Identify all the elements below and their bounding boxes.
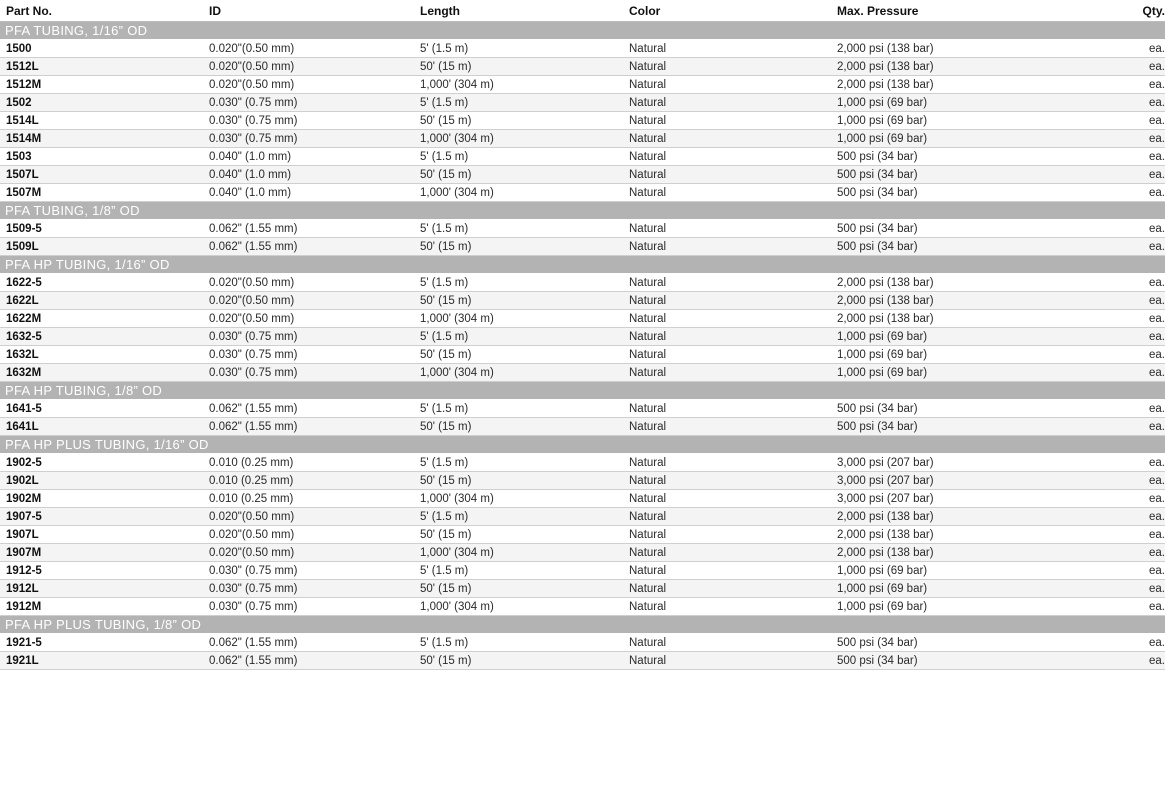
cell-part-number: 1902M: [6, 492, 42, 505]
cell-qty: ea.: [1149, 96, 1165, 109]
cell-max-pressure: 1,000 psi (69 bar): [837, 600, 928, 613]
cell-color: Natural: [629, 366, 667, 379]
table-row: [0, 76, 1165, 94]
cell-inner-diameter: 0.020"(0.50 mm): [209, 312, 295, 325]
table-row: [0, 148, 1165, 166]
cell-qty: ea.: [1149, 474, 1165, 487]
cell-color: Natural: [629, 330, 667, 343]
cell-max-pressure: 1,000 psi (69 bar): [837, 114, 928, 127]
table-body: [0, 22, 1165, 670]
cell-color: Natural: [629, 348, 667, 361]
cell-max-pressure: 500 psi (34 bar): [837, 636, 918, 649]
cell-max-pressure: 2,000 psi (138 bar): [837, 78, 934, 91]
header-qty: Qty.: [1142, 3, 1165, 18]
cell-max-pressure: 1,000 psi (69 bar): [837, 348, 928, 361]
cell-color: Natural: [629, 276, 667, 289]
cell-color: Natural: [629, 474, 667, 487]
table-row: [0, 238, 1165, 256]
cell-color: Natural: [629, 402, 667, 415]
cell-color: Natural: [629, 456, 667, 469]
cell-qty: ea.: [1149, 114, 1165, 127]
cell-part-number: 1512L: [6, 60, 39, 73]
cell-inner-diameter: 0.030" (0.75 mm): [209, 564, 298, 577]
cell-part-number: 1512M: [6, 78, 42, 91]
cell-color: Natural: [629, 492, 667, 505]
cell-max-pressure: 2,000 psi (138 bar): [837, 276, 934, 289]
cell-inner-diameter: 0.030" (0.75 mm): [209, 582, 298, 595]
section-title: PFA TUBING, 1/16” OD: [0, 22, 1165, 40]
cell-color: Natural: [629, 312, 667, 325]
cell-color: Natural: [629, 96, 667, 109]
table-row: [0, 130, 1165, 148]
cell-max-pressure: 1,000 psi (69 bar): [837, 582, 928, 595]
cell-qty: ea.: [1149, 456, 1165, 469]
cell-qty: ea.: [1149, 132, 1165, 145]
cell-inner-diameter: 0.020"(0.50 mm): [209, 42, 295, 55]
cell-part-number: 1902L: [6, 474, 39, 487]
cell-part-number: 1632-5: [6, 330, 42, 343]
table-row: [0, 634, 1165, 652]
cell-max-pressure: 2,000 psi (138 bar): [837, 294, 934, 307]
header-id: ID: [209, 3, 221, 18]
table-row: [0, 328, 1165, 346]
cell-max-pressure: 2,000 psi (138 bar): [837, 42, 934, 55]
cell-qty: ea.: [1149, 60, 1165, 73]
cell-inner-diameter: 0.010 (0.25 mm): [209, 456, 294, 469]
cell-part-number: 1907M: [6, 546, 42, 559]
cell-color: Natural: [629, 186, 667, 199]
cell-part-number: 1509L: [6, 240, 39, 253]
cell-inner-diameter: 0.010 (0.25 mm): [209, 474, 294, 487]
cell-length: 50' (15 m): [420, 348, 472, 361]
table-row: [0, 490, 1165, 508]
cell-color: Natural: [629, 132, 667, 145]
cell-qty: ea.: [1149, 294, 1165, 307]
cell-part-number: 1912L: [6, 582, 39, 595]
cell-max-pressure: 2,000 psi (138 bar): [837, 510, 934, 523]
cell-length: 5' (1.5 m): [420, 510, 469, 523]
table-row: [0, 184, 1165, 202]
table-row: [0, 472, 1165, 490]
cell-color: Natural: [629, 78, 667, 91]
cell-length: 1,000' (304 m): [420, 132, 494, 145]
section-group: [0, 616, 1165, 670]
cell-color: Natural: [629, 114, 667, 127]
section-group: [0, 382, 1165, 436]
cell-part-number: 1632M: [6, 366, 42, 379]
cell-part-number: 1641L: [6, 420, 39, 433]
header-length: Length: [420, 3, 460, 18]
cell-inner-diameter: 0.020"(0.50 mm): [209, 510, 295, 523]
cell-inner-diameter: 0.030" (0.75 mm): [209, 348, 298, 361]
cell-color: Natural: [629, 42, 667, 55]
cell-color: Natural: [629, 546, 667, 559]
cell-max-pressure: 1,000 psi (69 bar): [837, 330, 928, 343]
table-row: [0, 508, 1165, 526]
cell-color: Natural: [629, 240, 667, 253]
cell-max-pressure: 2,000 psi (138 bar): [837, 528, 934, 541]
cell-part-number: 1912-5: [6, 564, 42, 577]
section-rows: [0, 274, 1165, 382]
cell-length: 50' (15 m): [420, 240, 472, 253]
table-row: [0, 544, 1165, 562]
cell-inner-diameter: 0.062" (1.55 mm): [209, 420, 298, 433]
cell-length: 50' (15 m): [420, 420, 472, 433]
cell-inner-diameter: 0.040" (1.0 mm): [209, 150, 292, 163]
cell-length: 5' (1.5 m): [420, 42, 469, 55]
cell-color: Natural: [629, 564, 667, 577]
cell-qty: ea.: [1149, 222, 1165, 235]
cell-color: Natural: [629, 600, 667, 613]
cell-part-number: 1921-5: [6, 636, 42, 649]
header-part-no: Part No.: [6, 3, 53, 18]
cell-part-number: 1921L: [6, 654, 39, 667]
cell-length: 50' (15 m): [420, 582, 472, 595]
cell-length: 5' (1.5 m): [420, 636, 469, 649]
cell-color: Natural: [629, 636, 667, 649]
cell-max-pressure: 3,000 psi (207 bar): [837, 474, 934, 487]
cell-qty: ea.: [1149, 276, 1165, 289]
cell-color: Natural: [629, 222, 667, 235]
cell-length: 5' (1.5 m): [420, 330, 469, 343]
cell-max-pressure: 1,000 psi (69 bar): [837, 564, 928, 577]
cell-max-pressure: 500 psi (34 bar): [837, 654, 918, 667]
cell-part-number: 1503: [6, 150, 32, 163]
header-max-pressure: Max. Pressure: [837, 3, 919, 18]
cell-color: Natural: [629, 528, 667, 541]
cell-inner-diameter: 0.020"(0.50 mm): [209, 294, 295, 307]
cell-inner-diameter: 0.040" (1.0 mm): [209, 168, 292, 181]
table-row: [0, 652, 1165, 670]
cell-part-number: 1502: [6, 96, 32, 109]
header-color: Color: [629, 3, 661, 18]
table-row: [0, 94, 1165, 112]
cell-inner-diameter: 0.030" (0.75 mm): [209, 366, 298, 379]
cell-length: 5' (1.5 m): [420, 150, 469, 163]
cell-length: 50' (15 m): [420, 168, 472, 181]
cell-qty: ea.: [1149, 168, 1165, 181]
cell-qty: ea.: [1149, 42, 1165, 55]
cell-inner-diameter: 0.062" (1.55 mm): [209, 654, 298, 667]
cell-length: 1,000' (304 m): [420, 492, 494, 505]
cell-qty: ea.: [1149, 78, 1165, 91]
cell-length: 5' (1.5 m): [420, 222, 469, 235]
cell-length: 5' (1.5 m): [420, 96, 469, 109]
cell-inner-diameter: 0.020"(0.50 mm): [209, 276, 295, 289]
cell-max-pressure: 500 psi (34 bar): [837, 420, 918, 433]
cell-part-number: 1912M: [6, 600, 42, 613]
table-row: [0, 58, 1165, 76]
cell-part-number: 1507L: [6, 168, 39, 181]
cell-length: 50' (15 m): [420, 474, 472, 487]
cell-length: 1,000' (304 m): [420, 78, 494, 91]
cell-length: 1,000' (304 m): [420, 600, 494, 613]
cell-qty: ea.: [1149, 528, 1165, 541]
cell-part-number: 1641-5: [6, 402, 42, 415]
cell-color: Natural: [629, 654, 667, 667]
section-group: [0, 256, 1165, 382]
table-row: [0, 400, 1165, 418]
cell-part-number: 1514M: [6, 132, 42, 145]
cell-qty: ea.: [1149, 636, 1165, 649]
cell-max-pressure: 500 psi (34 bar): [837, 168, 918, 181]
cell-part-number: 1632L: [6, 348, 39, 361]
table-header: [0, 0, 1165, 22]
table-row: [0, 418, 1165, 436]
cell-max-pressure: 500 psi (34 bar): [837, 240, 918, 253]
cell-length: 50' (15 m): [420, 114, 472, 127]
table-row: [0, 40, 1165, 58]
cell-length: 5' (1.5 m): [420, 276, 469, 289]
cell-inner-diameter: 0.030" (0.75 mm): [209, 96, 298, 109]
cell-inner-diameter: 0.030" (0.75 mm): [209, 330, 298, 343]
cell-inner-diameter: 0.062" (1.55 mm): [209, 222, 298, 235]
cell-qty: ea.: [1149, 654, 1165, 667]
table-row: [0, 166, 1165, 184]
cell-length: 1,000' (304 m): [420, 312, 494, 325]
cell-inner-diameter: 0.010 (0.25 mm): [209, 492, 294, 505]
cell-qty: ea.: [1149, 312, 1165, 325]
table-row: [0, 112, 1165, 130]
cell-inner-diameter: 0.030" (0.75 mm): [209, 132, 298, 145]
cell-max-pressure: 500 psi (34 bar): [837, 402, 918, 415]
cell-qty: ea.: [1149, 420, 1165, 433]
cell-inner-diameter: 0.020"(0.50 mm): [209, 546, 295, 559]
cell-qty: ea.: [1149, 366, 1165, 379]
cell-part-number: 1622M: [6, 312, 42, 325]
cell-max-pressure: 3,000 psi (207 bar): [837, 492, 934, 505]
table-row: [0, 220, 1165, 238]
cell-qty: ea.: [1149, 186, 1165, 199]
cell-length: 50' (15 m): [420, 60, 472, 73]
section-group: [0, 22, 1165, 202]
cell-length: 1,000' (304 m): [420, 546, 494, 559]
cell-part-number: 1622-5: [6, 276, 42, 289]
cell-max-pressure: 500 psi (34 bar): [837, 186, 918, 199]
table-row: [0, 292, 1165, 310]
table-row: [0, 274, 1165, 292]
cell-qty: ea.: [1149, 510, 1165, 523]
section-title: PFA HP TUBING, 1/8” OD: [0, 382, 1165, 400]
section-group: [0, 436, 1165, 616]
section-rows: [0, 40, 1165, 202]
section-group: [0, 202, 1165, 256]
cell-color: Natural: [629, 294, 667, 307]
cell-color: Natural: [629, 60, 667, 73]
section-title: PFA HP PLUS TUBING, 1/16” OD: [0, 436, 1165, 454]
cell-inner-diameter: 0.030" (0.75 mm): [209, 114, 298, 127]
cell-max-pressure: 500 psi (34 bar): [837, 222, 918, 235]
cell-inner-diameter: 0.030" (0.75 mm): [209, 600, 298, 613]
cell-inner-diameter: 0.020"(0.50 mm): [209, 78, 295, 91]
cell-length: 5' (1.5 m): [420, 564, 469, 577]
section-title: PFA HP TUBING, 1/16” OD: [0, 256, 1165, 274]
cell-max-pressure: 1,000 psi (69 bar): [837, 96, 928, 109]
table-row: [0, 526, 1165, 544]
cell-color: Natural: [629, 150, 667, 163]
cell-part-number: 1500: [6, 42, 32, 55]
cell-inner-diameter: 0.040" (1.0 mm): [209, 186, 292, 199]
cell-inner-diameter: 0.062" (1.55 mm): [209, 402, 298, 415]
section-rows: [0, 400, 1165, 436]
table-row: [0, 346, 1165, 364]
cell-length: 50' (15 m): [420, 528, 472, 541]
section-rows: [0, 454, 1165, 616]
cell-length: 1,000' (304 m): [420, 366, 494, 379]
cell-part-number: 1902-5: [6, 456, 42, 469]
cell-color: Natural: [629, 168, 667, 181]
cell-length: 5' (1.5 m): [420, 456, 469, 469]
section-rows: [0, 634, 1165, 670]
cell-max-pressure: 1,000 psi (69 bar): [837, 366, 928, 379]
cell-part-number: 1507M: [6, 186, 42, 199]
cell-length: 50' (15 m): [420, 654, 472, 667]
section-rows: [0, 220, 1165, 256]
section-title: PFA TUBING, 1/8” OD: [0, 202, 1165, 220]
cell-qty: ea.: [1149, 330, 1165, 343]
cell-part-number: 1622L: [6, 294, 39, 307]
cell-inner-diameter: 0.020"(0.50 mm): [209, 528, 295, 541]
cell-qty: ea.: [1149, 492, 1165, 505]
cell-inner-diameter: 0.062" (1.55 mm): [209, 240, 298, 253]
cell-color: Natural: [629, 420, 667, 433]
cell-part-number: 1509-5: [6, 222, 42, 235]
table-row: [0, 598, 1165, 616]
cell-length: 5' (1.5 m): [420, 402, 469, 415]
cell-length: 1,000' (304 m): [420, 186, 494, 199]
cell-qty: ea.: [1149, 402, 1165, 415]
cell-qty: ea.: [1149, 564, 1165, 577]
cell-length: 50' (15 m): [420, 294, 472, 307]
cell-max-pressure: 2,000 psi (138 bar): [837, 312, 934, 325]
cell-max-pressure: 3,000 psi (207 bar): [837, 456, 934, 469]
cell-qty: ea.: [1149, 348, 1165, 361]
table-row: [0, 580, 1165, 598]
cell-qty: ea.: [1149, 150, 1165, 163]
cell-color: Natural: [629, 582, 667, 595]
table-row: [0, 310, 1165, 328]
cell-max-pressure: 2,000 psi (138 bar): [837, 546, 934, 559]
cell-part-number: 1907L: [6, 528, 39, 541]
cell-part-number: 1907-5: [6, 510, 42, 523]
table-row: [0, 562, 1165, 580]
cell-qty: ea.: [1149, 600, 1165, 613]
cell-qty: ea.: [1149, 240, 1165, 253]
cell-inner-diameter: 0.062" (1.55 mm): [209, 636, 298, 649]
cell-max-pressure: 1,000 psi (69 bar): [837, 132, 928, 145]
cell-qty: ea.: [1149, 582, 1165, 595]
section-title: PFA HP PLUS TUBING, 1/8” OD: [0, 616, 1165, 634]
cell-max-pressure: 500 psi (34 bar): [837, 150, 918, 163]
cell-inner-diameter: 0.020"(0.50 mm): [209, 60, 295, 73]
cell-color: Natural: [629, 510, 667, 523]
table-row: [0, 454, 1165, 472]
table-row: [0, 364, 1165, 382]
cell-qty: ea.: [1149, 546, 1165, 559]
cell-max-pressure: 2,000 psi (138 bar): [837, 60, 934, 73]
cell-part-number: 1514L: [6, 114, 39, 127]
